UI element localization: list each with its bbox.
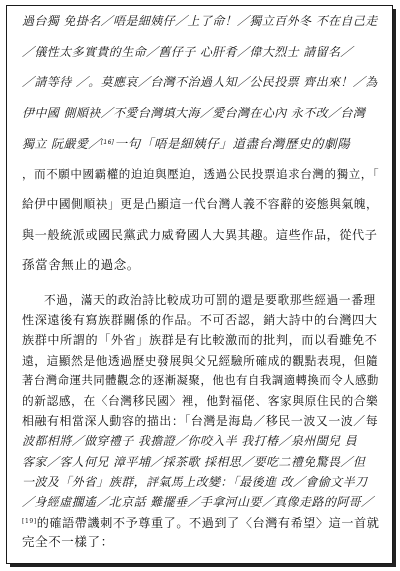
footnote-marker: [19] — [22, 518, 37, 526]
line-text: 伊中國 側順袂／不愛台灣填大海／愛台灣在心內 永不改／台灣 — [22, 105, 366, 120]
line-text-continued: 一句「唔是細姨仔」道盡台灣歷史的劇陽 — [114, 136, 351, 151]
line-text: 性深遠後有寫族群關係的作品。不可否認，銷大詩中的台灣四大 — [22, 313, 378, 328]
paragraph-2-line — [22, 475, 367, 489]
line-text: 不過，滿天的政治詩比較成功可罰的還是要歌那些經過一番理 — [44, 293, 376, 307]
paragraph-1-line — [22, 197, 378, 211]
paragraph-2-line — [22, 515, 379, 530]
paragraph-1-line — [22, 75, 378, 89]
paragraph-1-line — [22, 228, 377, 242]
line-text: 的新認感，在〈台灣移民國〉裡，他對福佬、客家與原住民的合樂 — [22, 394, 379, 408]
line-text: 與一般統派或國民黨武力威脅國人大異其趣。這些作品，從代子 — [22, 227, 378, 242]
paragraph-1-line — [22, 106, 365, 120]
paragraph-1-line — [22, 14, 378, 28]
line-text: ，而不願中國霸權的迫迫與壓迫，透過公民投票追求台灣的獨立，「 — [22, 166, 380, 181]
paragraph-2-line — [22, 414, 378, 428]
line-text: ／身經虛擱遙／北京話 難擺垂／手拿河山要／真像走路的阿哥／ — [22, 495, 374, 509]
page-border-shadow-bottom — [10, 564, 396, 567]
paragraph-2-line — [22, 455, 365, 469]
line-text: 遠，這顯然是他透過歷史發展與父兄經驗所確成的觀點表現，但隨 — [22, 353, 379, 368]
line-text: 過台獨 免掛名／唔是細姨仔／上了命！／獨立百外冬 不在自己走 — [22, 14, 378, 28]
paragraph-1-line — [22, 167, 379, 181]
line-text-continued: 的確語帶譏刺不予尊重了。不過到了〈台灣有希望〉這一首就 — [36, 516, 380, 531]
page-border-shadow-right — [393, 9, 396, 567]
paragraph-2-line — [22, 354, 378, 368]
paragraph-2-line — [22, 434, 357, 448]
line-text: 族群中所謂的「外省」族群是有比較激而的批判，而以看雖免不 — [22, 333, 378, 348]
line-text: ／請等待 ／。莫應哀／台灣不治過人知／公民投票 齊出來！／為 — [22, 75, 378, 89]
line-text: 著台灣命運共同體觀念的逐漸凝聚，他也有自我調適轉換而令人感動 — [22, 373, 379, 387]
line-text: 完全不一樣了： — [22, 534, 114, 550]
paragraph-2-line — [44, 293, 376, 307]
line-text: 孫當舍無止的過念。 — [22, 257, 140, 272]
paragraph-1-line — [22, 45, 353, 59]
paragraph-2-line — [22, 333, 377, 347]
paragraph-2-line — [22, 374, 379, 388]
paragraph-1-line — [22, 136, 350, 151]
paragraph-2-line — [22, 313, 377, 327]
paragraph-1-line — [22, 258, 140, 272]
paragraph-2-line — [22, 394, 378, 408]
paragraph-2-line — [22, 495, 373, 509]
footnote-marker: [16] — [100, 139, 115, 146]
paragraph-2-line — [22, 535, 114, 549]
line-text: 一波及「外省」族群，評氣馬上改變：「最後進 改／會偷文半刀 — [22, 474, 368, 489]
line-text: 給伊中國側順袂」更是凸顯這一代台灣人義不容辭的姿態與氣魄， — [22, 197, 379, 211]
line-text: 波都相將／做穿禮子 我擔證／你咬入半 我打椿／泉州閩兒 員 — [22, 434, 358, 449]
line-text: 相融有相當深人動容的描出：「台灣是海島／移民一波又一波／每 — [22, 414, 379, 429]
line-text: ／儀性太多實貴的生命／舊仔子 心肝肴／偉大烈士 請留名／ — [22, 44, 353, 59]
line-text: 客家／客人何兄 漳平埔／採茶歌 採相思／要吃二禮免驚畏／但 — [22, 454, 366, 469]
line-text: 獨立 阮嚴愛／ — [22, 137, 101, 151]
